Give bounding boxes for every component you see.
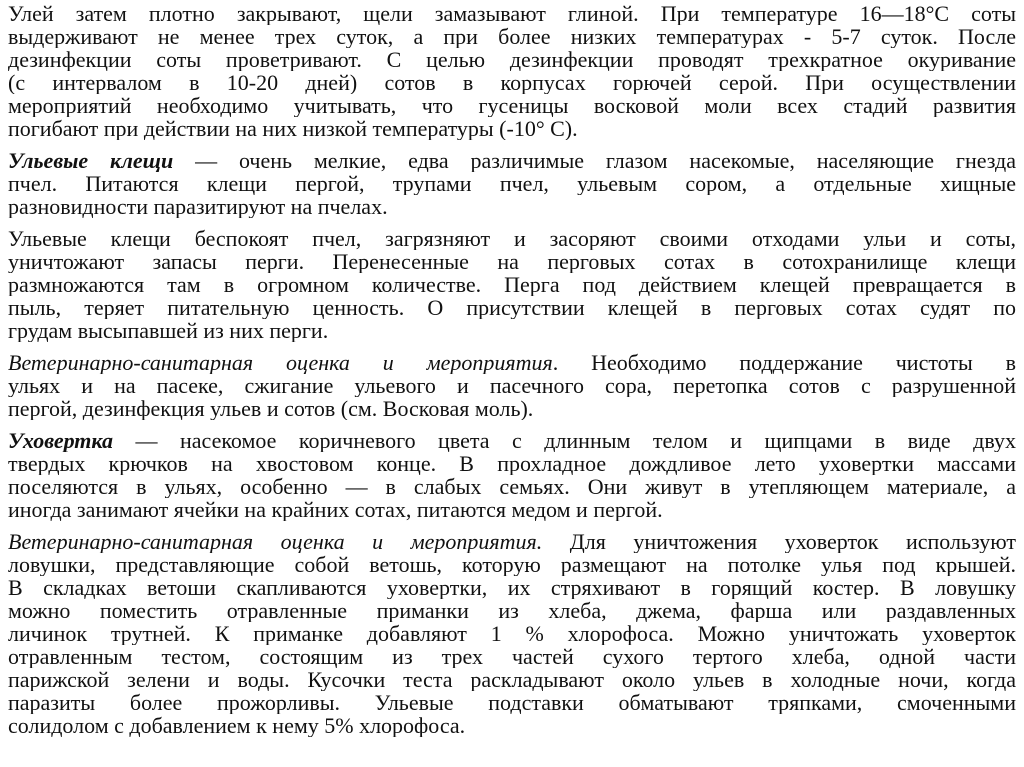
line-text: грудам высыпавшей из них перги.	[8, 319, 329, 342]
paragraph	[8, 351, 1016, 420]
paragraph	[8, 429, 1016, 521]
text-line	[8, 429, 1016, 452]
line-text: — насекомое коричневого цвета с длинным телом и щипцами в виде двух	[113, 429, 1016, 452]
text-line	[8, 622, 1016, 645]
text-line	[8, 117, 1016, 140]
line-text: разновидности паразитируют на пчелах.	[8, 195, 388, 218]
text-line	[8, 250, 1016, 273]
text-line	[8, 149, 1016, 172]
paragraph-term: Ветеринарно-санитарная оценка и мероприятия.	[8, 530, 543, 553]
text-line	[8, 530, 1016, 553]
line-text: дезинфекции соты проветривают. С целью дезинфекции проводят трехкратное окуривание	[8, 48, 1016, 71]
line-text: погибают при действии на них низкой температуры (-10° С).	[8, 117, 578, 140]
line-text: парижской зелени и воды. Кусочки теста раскладывают около ульев в холодные ночи, когда	[8, 668, 1016, 691]
text-line	[8, 195, 1016, 218]
paragraph	[8, 2, 1016, 140]
text-line	[8, 397, 1016, 420]
text-line	[8, 553, 1016, 576]
paragraph-term: Ульевые клещи	[8, 149, 174, 172]
text-line	[8, 452, 1016, 475]
line-text: (с интервалом в 10-20 дней) сотов в корпусах горючей серой. При осуществлении	[8, 71, 1016, 94]
text-line	[8, 374, 1016, 397]
line-text: иногда занимают ячейки на крайних сотах, питаются медом и пергой.	[8, 498, 663, 521]
line-text: . Необходимо поддержание чистоты в	[552, 351, 1016, 374]
text-line	[8, 351, 1016, 374]
text-line	[8, 2, 1016, 25]
text-line	[8, 475, 1016, 498]
line-text: солидолом с добавлением к нему 5% хлорофоса.	[8, 714, 466, 737]
text-line	[8, 273, 1016, 296]
paragraph-term: Уховертка	[8, 429, 114, 452]
text-line	[8, 599, 1016, 622]
line-text: пергой, дезинфекция ульев и сотов (см. Восковая моль).	[8, 397, 534, 420]
text-line	[8, 71, 1016, 94]
line-text: паразиты более прожорливы. Ульевые подставки обматывают тряпками, смоченными	[8, 691, 1016, 714]
line-text: выдерживают не менее трех суток, а при более низких температурах - 5-7 суток. После	[8, 25, 1016, 48]
text-line	[8, 714, 1016, 737]
text-line	[8, 296, 1016, 319]
paragraph	[8, 227, 1016, 342]
line-text: — очень мелкие, едва различимые глазом насекомые, населяющие гнезда	[173, 149, 1016, 172]
text-line	[8, 645, 1016, 668]
line-text: В складках ветоши скапливаются уховертки, их стряхивают в горящий костер. В ловушку	[8, 576, 1016, 599]
line-text: размножаются там в огромном количестве. Перга под действием клещей превращается в	[8, 273, 1016, 296]
text-line	[8, 25, 1016, 48]
line-text: можно поместить отравленные приманки из хлеба, джема, фарша или раздавленных	[8, 599, 1016, 622]
text-line	[8, 319, 1016, 342]
text-line	[8, 576, 1016, 599]
line-text: пыль, теряет питательную ценность. О присутствии клещей в перговых сотах судят по	[8, 296, 1016, 319]
paragraph	[8, 149, 1016, 218]
line-text: ловушки, представляющие собой ветошь, которую размещают на потолке улья под крышей.	[8, 553, 1016, 576]
text-line	[8, 227, 1016, 250]
text-line	[8, 668, 1016, 691]
text-line	[8, 172, 1016, 195]
line-text: личинок трутней. К приманке добавляют 1 % хлорофоса. Можно уничтожать уховерток	[8, 622, 1016, 645]
paragraph	[8, 530, 1016, 737]
line-text: пчел. Питаются клещи пергой, трупами пчел, ульевым сором, а отдельные хищные	[8, 172, 1016, 195]
line-text: твердых крючков на хвостовом конце. В прохладное дождливое лето уховертки массами	[8, 452, 1016, 475]
line-text: поселяются в ульях, особенно — в слабых семьях. Они живут в утепляющем материале, а	[8, 475, 1016, 498]
line-text: Ульевые клещи беспокоят пчел, загрязняют и засоряют своими отходами ульи и соты,	[8, 227, 1016, 250]
line-text: мероприятий необходимо учитывать, что гусеницы восковой моли всех стадий развития	[8, 94, 1016, 117]
line-text: отравленным тестом, состоящим из трех частей сухого тертого хлеба, одной части	[8, 645, 1016, 668]
line-text: Для уничтожения уховерток используют	[542, 530, 1016, 553]
line-text: ульях и на пасеке, сжигание ульевого и пасечного сора, перетопка сотов с разрушенной	[8, 374, 1016, 397]
text-line	[8, 691, 1016, 714]
document-page	[8, 2, 1016, 746]
text-line	[8, 94, 1016, 117]
paragraph-term: Ветеринарно-санитарная оценка и мероприятия	[8, 351, 553, 374]
line-text: Улей затем плотно закрывают, щели замазывают глиной. При температуре 16—18°С соты	[8, 2, 1016, 25]
text-line	[8, 498, 1016, 521]
line-text: уничтожают запасы перги. Перенесенные на перговых сотах в сотохранилище клещи	[8, 250, 1016, 273]
text-line	[8, 48, 1016, 71]
